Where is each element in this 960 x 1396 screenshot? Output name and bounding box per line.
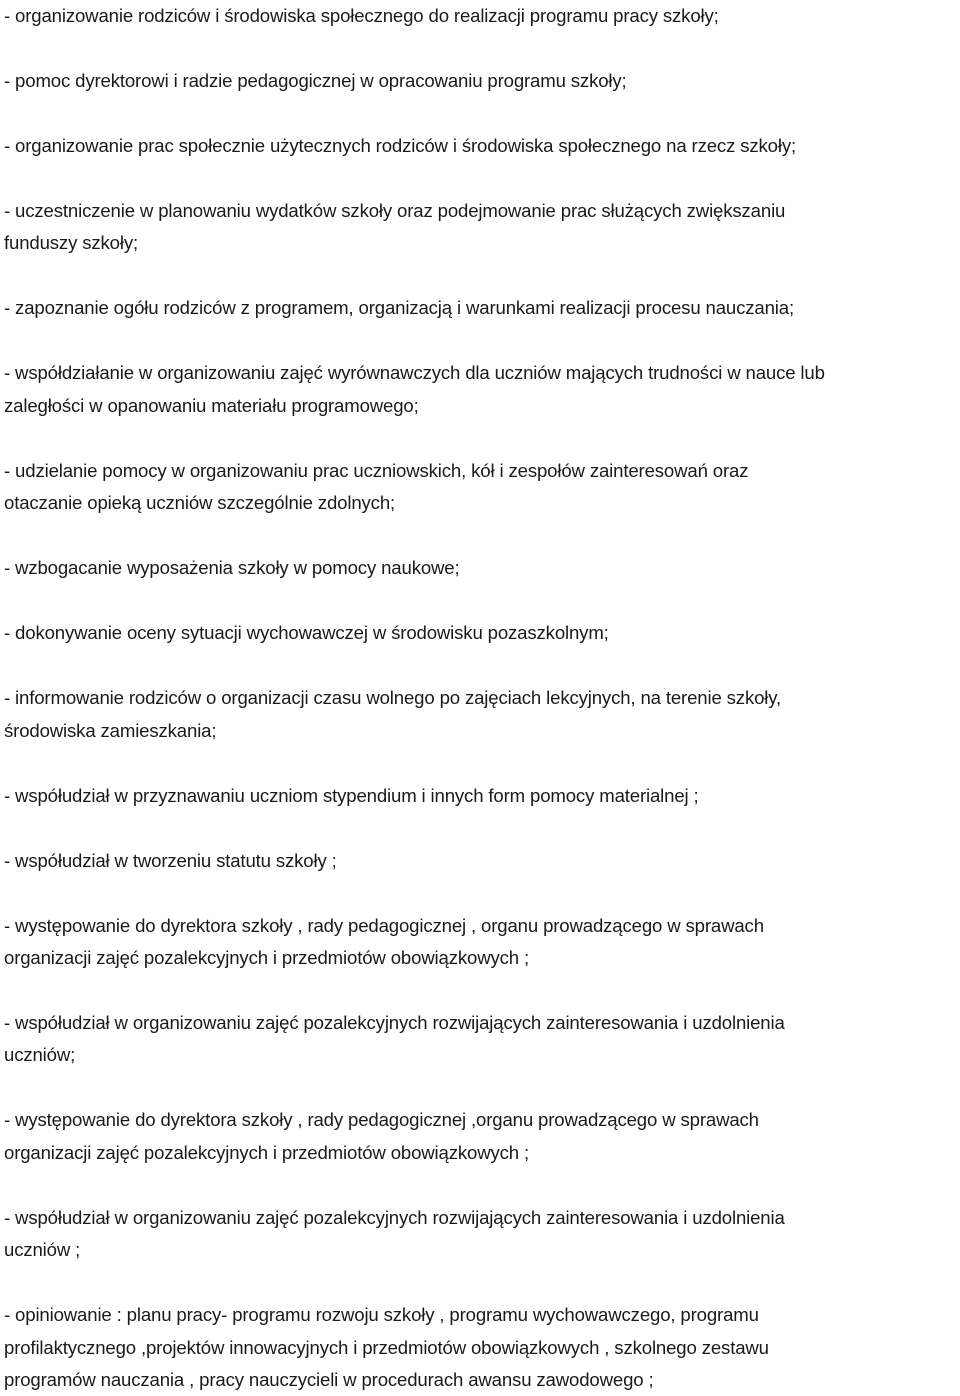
list-item-line: środowiska zamieszkania; [4,719,217,741]
list-item-line: zaległości w opanowaniu materiału programowego; [4,394,419,416]
list-item [4,1202,956,1267]
list-item [4,455,956,520]
list-item-line: otaczanie opieką uczniów szczególnie zdolnych; [4,492,396,514]
paragraph-gap [4,325,956,358]
list-item [4,0,956,32]
list-item [4,357,956,422]
paragraph-gap [4,877,956,910]
list-item-line: - współudział w tworzeniu statutu szkoły ; [4,849,337,871]
list-item-line: - występowanie do dyrektora szkoły , rady pedagogicznej , organu prowadzącego w sprawach [4,914,764,936]
paragraph-gap [4,422,956,455]
paragraph-gap [4,1267,956,1300]
list-item [4,682,956,747]
list-item [4,195,956,260]
list-item-line: - uczestniczenie w planowaniu wydatków szkoły oraz podejmowanie prac służących zwiększaniu [4,200,786,221]
paragraph-gap [4,260,956,293]
list-item-line: - informowanie rodziców o organizacji czasu wolnego po zajęciach lekcyjnych, na terenie szkoły, [4,687,782,709]
list-item-line: programów nauczania , pracy nauczycieli w procedurach awansu zawodowego ; [4,1369,654,1391]
list-item-line: profilaktycznego ,projektów innowacyjnych i przedmiotów obowiązkowych , szkolnego zestawu [4,1336,769,1358]
paragraph-gap [4,650,956,683]
list-item [4,1299,956,1396]
list-item-line: - zapoznanie ogółu rodziców z programem, organizacją i warunkami realizacji procesu nauczania; [4,297,794,319]
list-item [4,1007,956,1072]
list-item-line: - współudział w organizowaniu zajęć pozalekcyjnych rozwijających zainteresowania i uzdolnienia [4,1206,785,1228]
paragraph-gap [4,162,956,195]
list-item-line: - wzbogacanie wyposażenia szkoły w pomocy naukowe; [4,557,460,579]
list-item [4,292,956,324]
paragraph-gap [4,812,956,845]
list-item [4,845,956,877]
list-item-line: - współudział w organizowaniu zajęć pozalekcyjnych rozwijających zainteresowania i uzdolnienia [4,1012,785,1034]
list-item [4,910,956,975]
list-item [4,780,956,812]
list-item-line: - współdziałanie w organizowaniu zajęć wyrównawczych dla uczniów mających trudności w nauce lub [4,362,825,384]
paragraph-gap [4,97,956,130]
paragraph-gap [4,585,956,618]
list-item-line: funduszy szkoły; [4,232,139,254]
paragraph-gap [4,1169,956,1202]
duties-list [4,0,956,1396]
list-item-line: - występowanie do dyrektora szkoły , rady pedagogicznej ,organu prowadzącego w sprawach [4,1109,759,1131]
list-item-line: - dokonywanie oceny sytuacji wychowawczej w środowisku pozaszkolnym; [4,622,609,644]
list-item-line: - opiniowanie : planu pracy- programu rozwoju szkoły , programu wychowawczego, programu [4,1304,759,1326]
paragraph-gap [4,974,956,1007]
paragraph-gap [4,520,956,553]
list-item-line: uczniów; [4,1044,76,1066]
list-item-line: uczniów ; [4,1239,81,1261]
list-item-line: organizacji zajęć pozalekcyjnych i przedmiotów obowiązkowych ; [4,1141,529,1163]
list-item-line: - udzielanie pomocy w organizowaniu prac uczniowskich, kół i zespołów zainteresowań oraz [4,459,749,481]
paragraph-gap [4,1072,956,1105]
list-item [4,130,956,162]
list-item-line: - organizowanie rodziców i środowiska społecznego do realizacji programu pracy szkoły; [4,5,719,26]
list-item [4,617,956,649]
paragraph-gap [4,32,956,65]
list-item-line: - pomoc dyrektorowi i radzie pedagogicznej w opracowaniu programu szkoły; [4,70,627,91]
list-item [4,1104,956,1169]
list-item [4,65,956,97]
paragraph-gap [4,747,956,780]
list-item-line: - współudział w przyznawaniu uczniom stypendium i innych form pomocy materialnej ; [4,784,699,806]
list-item [4,552,956,584]
list-item-line: - organizowanie prac społecznie użytecznych rodziców i środowiska społecznego na rzecz szkoły; [4,135,797,156]
list-item-line: organizacji zajęć pozalekcyjnych i przedmiotów obowiązkowych ; [4,947,529,969]
